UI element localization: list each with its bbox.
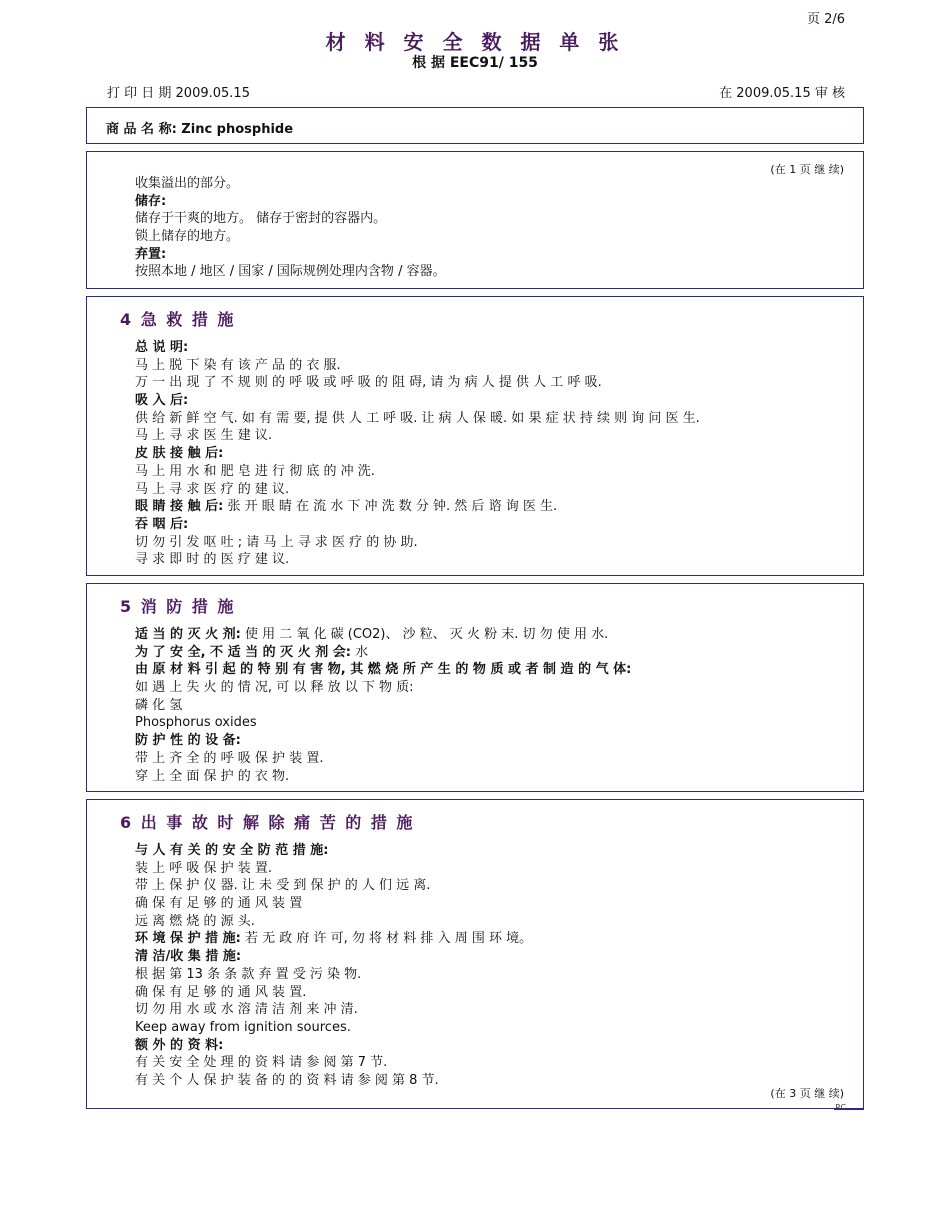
text-line — [135, 357, 843, 375]
text-line — [135, 768, 843, 786]
field-text: 根 据 第 13 条 条 款 弃 置 受 污 染 物. — [135, 966, 362, 982]
field-label: 环 境 保 护 措 施: — [135, 931, 241, 947]
text-line — [135, 392, 843, 410]
text-line — [135, 498, 843, 516]
field-text: 带 上 保 护 仪 器. 让 未 受 到 保 护 的 人 们 远 离. — [135, 878, 431, 894]
text-line — [135, 374, 843, 392]
text-line — [135, 679, 843, 697]
field-text: 马 上 用 水 和 肥 皂 进 行 彻 底 的 冲 洗. — [135, 463, 375, 479]
section4-lines — [135, 339, 843, 569]
field-text: 有 关 个 人 保 护 装 备 的 的 资 料 请 参 阅 第 8 节. — [135, 1072, 439, 1088]
text-line — [135, 445, 843, 463]
field-label: 由 原 材 料 引 起 的 特 别 有 害 物, 其 燃 烧 所 产 生 的 物 质 或 者 制 造 的 气 体: — [135, 662, 632, 678]
text-line — [135, 228, 843, 246]
text-line — [135, 984, 843, 1002]
section-title: 6 出 事 故 时 解 除 痛 苦 的 措 施 — [120, 813, 415, 832]
field-text: 锁上储存的地方。 — [135, 229, 240, 245]
text-line — [135, 750, 843, 768]
field-text: 有 关 安 全 处 理 的 资 料 请 参 阅 第 7 节. — [135, 1055, 388, 1071]
field-label: 眼 睛 接 触 后: — [135, 499, 224, 515]
field-text: 若 无 政 府 许 可, 勿 将 材 料 排 入 周 围 环 境。 — [240, 931, 533, 947]
storage-disposal-block — [86, 151, 864, 289]
field-label: 弃置: — [135, 246, 167, 262]
field-label: 额 外 的 资 料: — [135, 1037, 224, 1053]
print-date: 打 印 日 期 2009.05.15 — [107, 86, 250, 101]
text-line — [135, 534, 843, 552]
section6-lines — [135, 842, 843, 1090]
field-text: 磷 化 氢 — [135, 697, 183, 713]
field-text: 按照本地 / 地区 / 国家 / 国际规例处理内含物 / 容器。 — [135, 264, 446, 280]
text-line — [135, 626, 843, 644]
field-label: 总 说 明: — [135, 340, 189, 355]
field-text: 万 一 出 现 了 不 规 则 的 呼 吸 或 呼 吸 的 阻 碍, 请 为 病 人 提 供 人 工 呼 吸. — [135, 375, 602, 391]
text-line — [135, 410, 843, 428]
product-name — [106, 118, 293, 137]
field-text: 水 — [350, 644, 369, 660]
field-label: 皮 肤 接 触 后: — [135, 446, 224, 462]
field-text: Keep away from ignition sources. — [135, 1019, 351, 1035]
text-line — [135, 714, 843, 732]
field-text: 带 上 齐 全 的 呼 吸 保 护 装 置. — [135, 750, 324, 766]
field-label: 与 人 有 关 的 安 全 防 范 措 施: — [135, 843, 329, 858]
review-date: 在 2009.05.15 审 核 — [719, 86, 845, 101]
document-title: 材 料 安 全 数 据 单 张 — [325, 30, 625, 54]
section-first-aid — [86, 296, 864, 576]
continued-from-note: (在 1 页 继 续) — [770, 163, 844, 176]
text-line — [135, 1054, 843, 1072]
field-label: 储存: — [135, 193, 167, 209]
text-line — [135, 516, 843, 534]
text-line — [135, 1037, 843, 1055]
text-line — [135, 644, 843, 662]
text-line — [135, 551, 843, 569]
product-name-box — [86, 107, 864, 144]
text-line — [135, 661, 843, 679]
text-line — [135, 175, 843, 193]
field-text: 供 给 新 鲜 空 气. 如 有 需 要, 提 供 人 工 呼 吸. 让 病 人 保 暖. 如 果 症 状 持 续 则 询 问 医 生. — [135, 410, 700, 426]
footer-code: RC — [835, 1103, 846, 1112]
field-text: 切 勿 引 发 呕 吐 ; 请 马 上 寻 求 医 疗 的 协 助. — [135, 534, 418, 550]
text-line — [135, 339, 843, 357]
field-text: 马 上 寻 求 医 生 建 议. — [135, 428, 273, 444]
text-line — [135, 930, 843, 948]
text-line — [135, 463, 843, 481]
field-text: 确 保 有 足 够 的 通 风 装 置. — [135, 984, 307, 1000]
text-line — [135, 481, 843, 499]
text-line — [135, 1019, 843, 1037]
text-line — [135, 263, 843, 281]
field-text: 张 开 眼 睛 在 流 水 下 冲 洗 数 分 钟. 然 后 谘 询 医 生. — [223, 499, 558, 515]
block1-lines — [135, 175, 843, 281]
field-text: 使 用 二 氧 化 碳 (CO2)、 沙 粒、 灭 火 粉 末. 切 勿 使 用 水. — [240, 627, 609, 642]
field-label: 吸 入 后: — [135, 393, 189, 409]
page-number: 页 2/6 — [806, 12, 845, 27]
text-line — [135, 948, 843, 966]
text-line — [135, 193, 843, 211]
text-line — [135, 1072, 843, 1090]
field-text: 远 离 燃 烧 的 源 头. — [135, 913, 255, 929]
text-line — [135, 697, 843, 715]
field-text: 装 上 呼 吸 保 护 装 置. — [135, 860, 273, 876]
continued-on-note: (在 3 页 继 续) — [770, 1087, 844, 1100]
text-line — [135, 895, 843, 913]
field-text: Phosphorus oxides — [135, 715, 257, 731]
field-text: 马 上 寻 求 医 疗 的 建 议. — [135, 481, 290, 497]
field-text: 寻 求 即 时 的 医 疗 建 议. — [135, 552, 290, 568]
product-name-value: Zinc phosphide — [176, 122, 294, 137]
field-label: 吞 咽 后: — [135, 516, 189, 532]
field-text: 如 遇 上 失 火 的 情 况, 可 以 释 放 以 下 物 质: — [135, 680, 414, 696]
field-text: 收集溢出的部分。 — [135, 176, 240, 191]
text-line — [135, 210, 843, 228]
text-line — [135, 842, 843, 860]
text-line — [135, 860, 843, 878]
field-label: 适 当 的 灭 火 剂: — [135, 627, 241, 642]
section-title: 4 急 救 措 施 — [120, 310, 236, 329]
section-title: 5 消 防 措 施 — [120, 597, 236, 616]
field-label: 防 护 性 的 设 备: — [135, 733, 241, 749]
text-line — [135, 427, 843, 445]
field-text: 确 保 有 足 够 的 通 风 装 置 — [135, 896, 303, 912]
text-line — [135, 1001, 843, 1019]
section-accidental-release — [86, 799, 864, 1109]
text-line — [135, 877, 843, 895]
field-text: 储存于干爽的地方。 储存于密封的容器内。 — [135, 211, 387, 227]
section5-lines — [135, 626, 843, 785]
field-text: 马 上 脱 下 染 有 该 产 品 的 衣 服. — [135, 357, 341, 373]
field-label: 为 了 安 全, 不 适 当 的 灭 火 剂 会: — [135, 644, 351, 660]
field-text: 切 勿 用 水 或 水 溶 清 洁 剂 来 冲 清. — [135, 1002, 358, 1018]
text-line — [135, 732, 843, 750]
document-subtitle: 根 据 EEC91/ 155 — [412, 55, 538, 71]
product-name-label: 商 品 名 称: — [106, 122, 177, 137]
field-label: 清 洁/收 集 措 施: — [135, 949, 242, 965]
field-text: 穿 上 全 面 保 护 的 衣 物. — [135, 768, 290, 784]
text-line — [135, 966, 843, 984]
section-fire-fighting — [86, 583, 864, 792]
text-line — [135, 913, 843, 931]
text-line — [135, 246, 843, 264]
